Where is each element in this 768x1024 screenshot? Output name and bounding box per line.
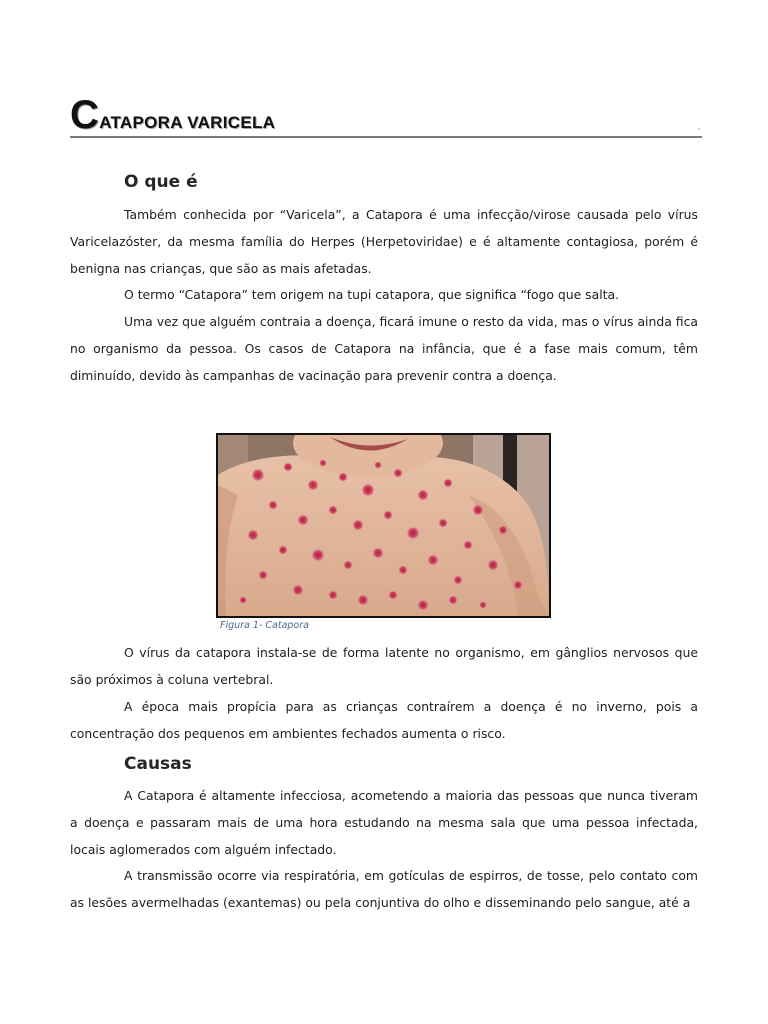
paragraph-transmission: A transmissão ocorre via respiratória, em gotículas de espirros, de tosse, pelo contato com as lesões avermelhadas (exantemas) ou pela conjuntiva do olho e disseminando pelo sangue, até a: [70, 868, 698, 910]
paragraph-immunity: Uma vez que alguém contraia a doença, ficará imune o resto da vida, mas o vírus ainda fica no organismo da pessoa. Os casos de Catapora na infância, que é a fase mais comum, têm diminuído, devido às campanhas de vacinação para prevenir contra a doença.: [70, 314, 698, 383]
document-title: [70, 95, 275, 135]
title-rest: ATAPORA VARICELA: [99, 113, 276, 132]
chickenpox-photo-illustration: [218, 435, 549, 616]
paragraph-season: A época mais propícia para as crianças contraírem a doença é no inverno, pois a concentração dos pequenos em ambientes fechados aumenta o risco.: [70, 699, 698, 741]
page-mark: ¹: [697, 128, 700, 134]
paragraph-latency: O vírus da catapora instala-se de forma latente no organismo, em gânglios nervosos que são próximos à coluna vertebral.: [70, 645, 698, 687]
section-heading-causas: Causas: [124, 754, 192, 774]
chickenpox-photo: [216, 433, 551, 618]
paragraph-origin: O termo “Catapora” tem origem na tupi catapora, que significa “fogo que salta.: [124, 287, 620, 302]
paragraph-infectious: A Catapora é altamente infecciosa, acometendo a maioria das pessoas que nunca tiveram a doença e passaram mais de uma hora estudando na mesma sala que uma pessoa infectada, locais aglomerados com alguém infectado.: [70, 788, 698, 857]
title-initial: C: [70, 93, 100, 137]
document-header: [70, 92, 702, 138]
section-heading-o-que-e: O que é: [124, 172, 198, 192]
figure-caption: Figura 1- Catapora: [220, 620, 309, 631]
paragraph-definition: Também conhecida por “Varicela”, a Catapora é uma infecção/virose causada pelo vírus Varicelazóster, da mesma família do Herpes (Herpetoviridae) e é altamente contagiosa, porém é benigna nas crianças, que são as mais afetadas.: [70, 207, 698, 276]
